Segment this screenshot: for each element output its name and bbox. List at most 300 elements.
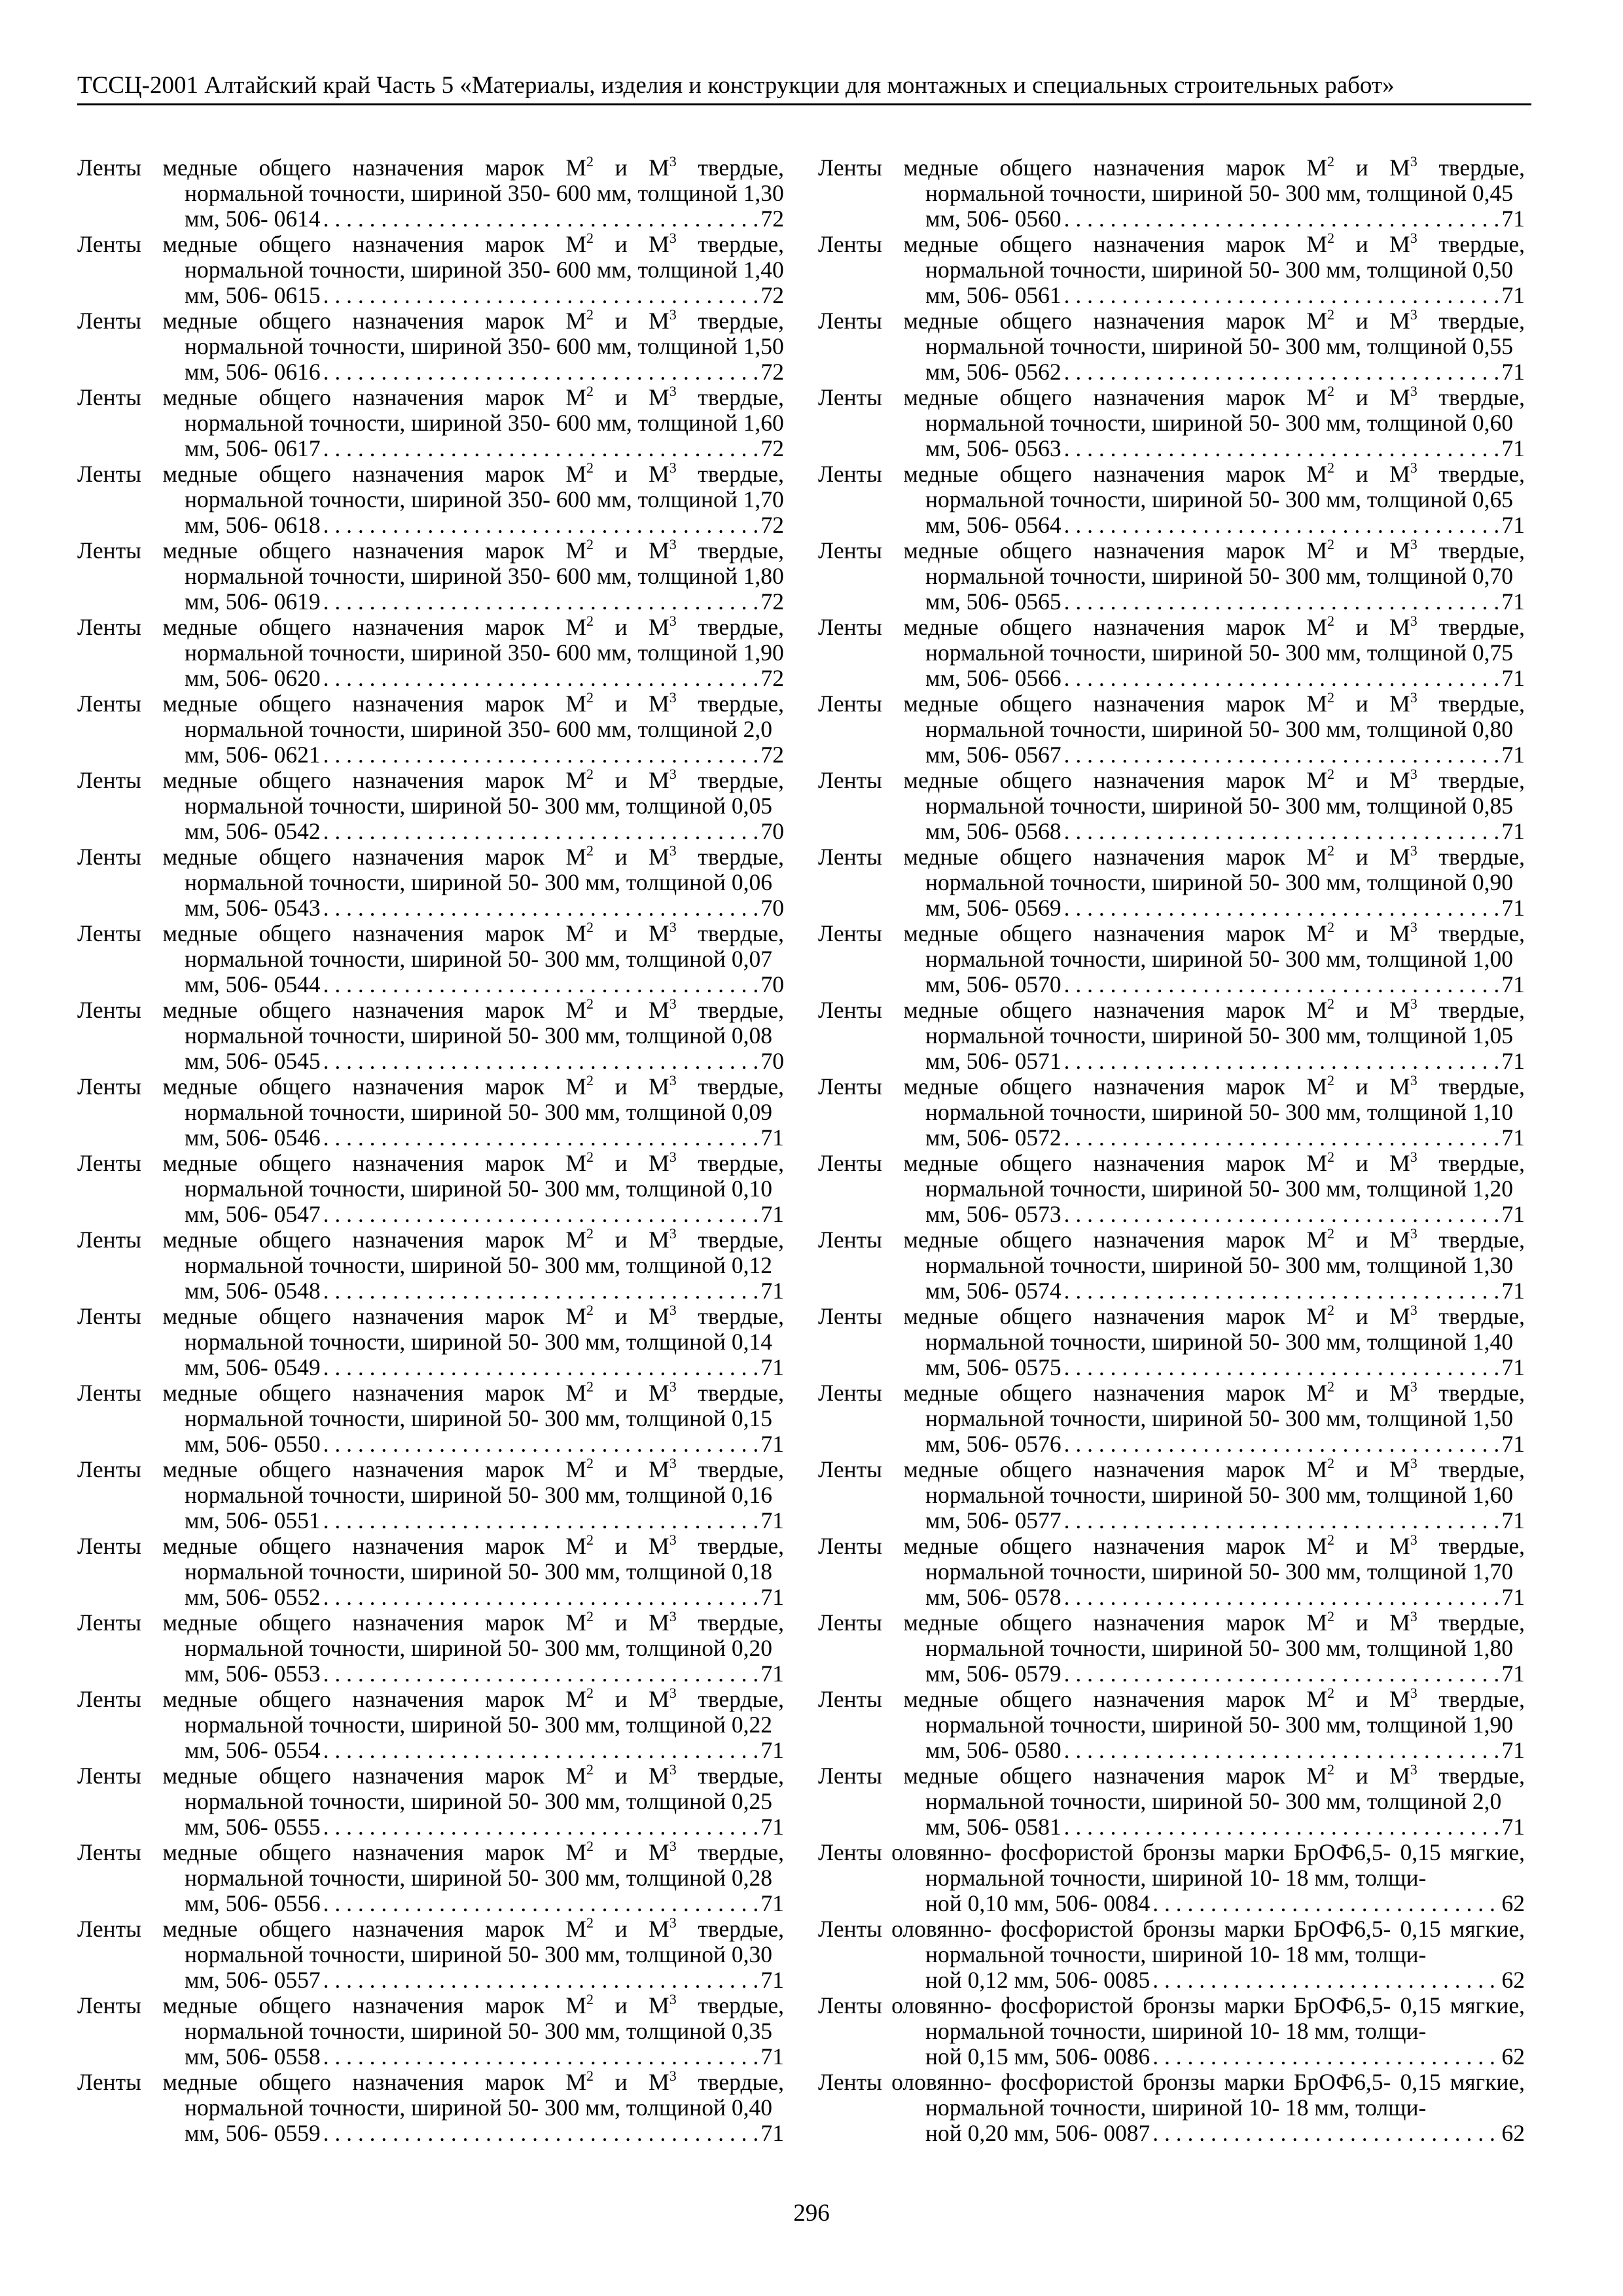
index-entry	[77, 615, 784, 691]
grade-superscript: 2	[1327, 1685, 1334, 1701]
entry-text: Ленты медные общего назначения марок М	[818, 920, 1327, 946]
entry-code: мм, 506- 0618	[185, 512, 321, 538]
entry-leader-line	[185, 1278, 784, 1304]
dot-leader	[323, 742, 758, 768]
dot-leader	[323, 1049, 758, 1074]
grade-superscript: 3	[1410, 1225, 1418, 1242]
entry-text: твердые, нормальной точности, шириной 50- 300 мм, толщиной 0,50	[925, 231, 1525, 283]
entry-text: твердые, нормальной точности, шириной 50- 300 мм, толщиной 0,05	[185, 767, 784, 819]
grade-superscript: 3	[669, 689, 677, 706]
entry-code: мм, 506- 0615	[185, 282, 321, 308]
entry-code: мм, 506- 0573	[925, 1201, 1061, 1227]
grade-superscript: 3	[669, 996, 677, 1012]
entry-leader-line	[925, 972, 1525, 997]
entry-leader-line	[185, 819, 784, 844]
index-entry	[818, 844, 1525, 921]
entry-text: Ленты медные общего назначения марок М	[77, 461, 586, 487]
entry-code: мм, 506- 0549	[185, 1354, 321, 1380]
entry-leader-line	[925, 742, 1525, 768]
index-entry	[77, 1840, 784, 1916]
entry-leader-line	[925, 1049, 1525, 1074]
grade-superscript: 3	[669, 1532, 677, 1548]
grade-superscript: 3	[669, 842, 677, 859]
grade-superscript: 2	[1327, 1225, 1334, 1242]
entry-text: и М	[1334, 767, 1410, 793]
entry-page-ref: 71	[1501, 818, 1525, 844]
grade-superscript: 3	[1410, 842, 1418, 859]
entry-leader-line	[925, 2121, 1525, 2146]
entry-text: твердые, нормальной точности, шириной 50- 300 мм, толщиной 0,22	[185, 1686, 784, 1738]
entry-page-ref: 71	[760, 1890, 784, 1916]
entry-text: Ленты медные общего назначения марок М	[818, 614, 1327, 640]
dot-leader	[323, 666, 758, 691]
grade-superscript: 2	[586, 842, 594, 859]
entry-text: твердые, нормальной точности, шириной 50- 300 мм, толщиной 0,07	[185, 920, 784, 972]
index-entry	[77, 1534, 784, 1610]
entry-page-ref: 71	[1501, 359, 1525, 385]
dot-leader	[323, 1508, 758, 1534]
grade-superscript: 2	[586, 306, 594, 323]
entry-leader-line	[185, 2121, 784, 2146]
entry-text: Ленты медные общего назначения марок М	[77, 1073, 586, 1100]
index-entry	[77, 155, 784, 232]
entry-page-ref: 62	[1501, 1967, 1525, 1993]
index-entry	[818, 155, 1525, 232]
entry-text: и М	[1334, 1073, 1410, 1100]
entry-page-ref: 72	[760, 512, 784, 538]
entry-page-ref: 71	[760, 1201, 784, 1227]
index-entry	[77, 1304, 784, 1380]
entry-leader-line	[185, 206, 784, 232]
entry-text: твердые, нормальной точности, шириной 50- 300 мм, толщиной 0,65	[925, 461, 1525, 512]
entry-leader-line	[185, 1661, 784, 1687]
entry-text: и М	[594, 461, 669, 487]
dot-leader	[1152, 1891, 1499, 1916]
entry-text: твердые, нормальной точности, шириной 50- 300 мм, толщиной 1,00	[925, 920, 1525, 972]
entry-code: мм, 506- 0568	[925, 818, 1061, 844]
entry-text: твердые, нормальной точности, шириной 50- 300 мм, толщиной 0,30	[185, 1916, 784, 1967]
entry-text: твердые, нормальной точности, шириной 50- 300 мм, толщиной 1,70	[925, 1533, 1525, 1585]
entry-leader-line	[185, 1814, 784, 1840]
entry-page-ref: 71	[760, 1431, 784, 1457]
entry-leader-line	[925, 895, 1525, 921]
grade-superscript: 2	[586, 1761, 594, 1778]
entry-text: Ленты медные общего назначения марок М	[77, 691, 586, 717]
entry-code: ной 0,12 мм, 506- 0085	[925, 1967, 1150, 1993]
entry-text: твердые, нормальной точности, шириной 350- 600 мм, толщиной 1,30	[185, 154, 784, 206]
entry-code: мм, 506- 0579	[925, 1660, 1061, 1687]
dot-leader	[323, 436, 758, 461]
dot-leader	[323, 1738, 758, 1763]
dot-leader	[1064, 1355, 1499, 1380]
entry-text: твердые, нормальной точности, шириной 50- 300 мм, толщиной 1,50	[925, 1380, 1525, 1431]
entry-text: Ленты медные общего назначения марок М	[818, 154, 1327, 181]
entry-code: мм, 506- 0614	[185, 206, 321, 232]
entry-leader-line	[185, 742, 784, 768]
grade-superscript: 2	[586, 153, 594, 170]
entry-text: Ленты медные общего назначения марок М	[818, 1763, 1327, 1789]
entry-page-ref: 72	[760, 435, 784, 461]
entry-text: твердые, нормальной точности, шириной 50- 300 мм, толщиной 0,60	[925, 384, 1525, 436]
entry-text: и М	[1334, 920, 1410, 946]
entry-text: твердые, нормальной точности, шириной 50- 300 мм, толщиной 0,75	[925, 614, 1525, 666]
grade-superscript: 2	[1327, 1608, 1334, 1624]
dot-leader	[1064, 895, 1499, 921]
dot-leader	[323, 283, 758, 308]
grade-superscript: 2	[586, 689, 594, 706]
entry-leader-line	[925, 666, 1525, 691]
entry-leader-line	[925, 1355, 1525, 1380]
grade-superscript: 2	[586, 613, 594, 629]
grade-superscript: 2	[586, 230, 594, 246]
grade-superscript: 3	[1410, 1455, 1418, 1471]
entry-text: и М	[594, 537, 669, 564]
index-entry	[77, 1993, 784, 2070]
grade-superscript: 2	[586, 766, 594, 782]
grade-superscript: 2	[1327, 383, 1334, 399]
dot-leader	[1064, 1508, 1499, 1534]
dot-leader	[1064, 1585, 1499, 1610]
entry-page-ref: 72	[760, 359, 784, 385]
dot-leader	[323, 2044, 758, 2070]
entry-text: Ленты медные общего назначения марок М	[77, 1150, 586, 1176]
index-entry	[77, 385, 784, 461]
grade-superscript: 2	[1327, 536, 1334, 552]
index-entry	[77, 921, 784, 997]
entry-leader-line	[185, 895, 784, 921]
entry-code: мм, 506- 0578	[925, 1584, 1061, 1610]
entry-leader-line	[925, 1125, 1525, 1151]
index-entry	[818, 615, 1525, 691]
entry-code: мм, 506- 0543	[185, 895, 321, 921]
index-entry	[77, 1074, 784, 1151]
grade-superscript: 3	[1410, 766, 1418, 782]
entry-text: и М	[1334, 1456, 1410, 1482]
grade-superscript: 3	[669, 766, 677, 782]
index-entry	[818, 1534, 1525, 1610]
entry-text: и М	[1334, 844, 1410, 870]
entry-text: Ленты медные общего назначения марок М	[77, 920, 586, 946]
grade-superscript: 2	[586, 1378, 594, 1395]
entry-code: мм, 506- 0552	[185, 1584, 321, 1610]
dot-leader	[1064, 1738, 1499, 1763]
entry-text: твердые, нормальной точности, шириной 50- 300 мм, толщиной 1,90	[925, 1686, 1525, 1738]
entry-page-ref: 71	[760, 2043, 784, 2070]
grade-superscript: 2	[586, 383, 594, 399]
entry-leader-line	[925, 1738, 1525, 1763]
entry-text: Ленты медные общего назначения марок М	[77, 1686, 586, 1712]
entry-leader-line	[185, 1967, 784, 1993]
entry-code: мм, 506- 0572	[925, 1124, 1061, 1151]
dot-leader	[323, 1278, 758, 1304]
dot-leader	[323, 1814, 758, 1840]
dot-leader	[1064, 819, 1499, 844]
dot-leader	[1064, 1049, 1499, 1074]
index-entry	[818, 1151, 1525, 1227]
entry-text: Ленты медные общего назначения марок М	[77, 1227, 586, 1253]
dot-leader	[1064, 666, 1499, 691]
index-entry	[77, 997, 784, 1074]
dot-leader	[323, 1967, 758, 1993]
entry-leader-line	[185, 1508, 784, 1534]
grade-superscript: 3	[669, 153, 677, 170]
entry-text: и М	[594, 920, 669, 946]
entry-text: Ленты медные общего назначения марок М	[77, 384, 586, 410]
index-entry	[77, 461, 784, 538]
entry-leader-line	[925, 1967, 1525, 1993]
grade-superscript: 3	[1410, 613, 1418, 629]
entry-text: и М	[1334, 231, 1410, 257]
dot-leader	[323, 359, 758, 385]
entry-text: и М	[1334, 537, 1410, 564]
dot-leader	[1064, 1125, 1499, 1151]
grade-superscript: 2	[1327, 230, 1334, 246]
entry-text: и М	[1334, 1686, 1410, 1712]
entry-text: и М	[594, 1303, 669, 1329]
entry-text: и М	[1334, 1303, 1410, 1329]
index-entry	[77, 1151, 784, 1227]
entry-page-ref: 62	[1501, 1890, 1525, 1916]
entry-page-ref: 71	[1501, 282, 1525, 308]
dot-leader	[323, 972, 758, 997]
dot-leader	[1064, 283, 1499, 308]
entry-code: мм, 506- 0560	[925, 206, 1061, 232]
entry-page-ref: 71	[1501, 512, 1525, 538]
dot-leader	[1064, 1814, 1499, 1840]
index-entry	[818, 1687, 1525, 1763]
entry-text: и М	[594, 1839, 669, 1865]
entry-leader-line	[925, 819, 1525, 844]
entry-leader-line	[185, 1891, 784, 1916]
entry-text: и М	[594, 231, 669, 257]
entry-code: мм, 506- 0553	[185, 1660, 321, 1687]
grade-superscript: 3	[669, 2068, 677, 2084]
dot-leader	[323, 1202, 758, 1227]
index-entry	[77, 691, 784, 768]
entry-text: Ленты медные общего назначения марок М	[818, 231, 1327, 257]
index-entry	[818, 2070, 1525, 2146]
index-entry	[77, 1457, 784, 1534]
entry-code: мм, 506- 0545	[185, 1048, 321, 1074]
entry-code: ной 0,20 мм, 506- 0087	[925, 2120, 1150, 2146]
entry-page-ref: 72	[760, 206, 784, 232]
entry-text: твердые, нормальной точности, шириной 50- 300 мм, толщиной 0,85	[925, 767, 1525, 819]
entry-text: Ленты медные общего назначения марок М	[77, 1763, 586, 1789]
entry-leader-line	[185, 666, 784, 691]
entry-text: Ленты медные общего назначения марок М	[818, 1303, 1327, 1329]
entry-text: твердые, нормальной точности, шириной 50- 300 мм, толщиной 1,30	[925, 1227, 1525, 1278]
running-header: ТССЦ-2001 Алтайский край Часть 5 «Материалы, изделия и конструкции для монтажных и специальных строительных работ»	[77, 71, 1531, 105]
entry-text: твердые, нормальной точности, шириной 50- 300 мм, толщиной 1,05	[925, 997, 1525, 1049]
index-entry	[77, 538, 784, 615]
entry-page-ref: 71	[1501, 1660, 1525, 1687]
page-number: 296	[793, 2200, 830, 2227]
entry-text: Ленты оловянно- фосфористой бронзы марки БрОФ6,5- 0,15 мягкие, нормальной точности, шириной 10- 18 мм, толщи-	[818, 1916, 1525, 1967]
entry-leader-line	[185, 1355, 784, 1380]
entry-text: и М	[1334, 1227, 1410, 1253]
entry-text: Ленты медные общего назначения марок М	[818, 767, 1327, 793]
grade-superscript: 3	[1410, 1149, 1418, 1165]
grade-superscript: 3	[669, 1225, 677, 1242]
entry-text: и М	[594, 308, 669, 334]
entry-text: Ленты медные общего назначения марок М	[818, 1609, 1327, 1636]
entry-text: Ленты медные общего назначения марок М	[818, 461, 1327, 487]
entry-code: мм, 506- 0621	[185, 742, 321, 768]
grade-superscript: 2	[586, 1685, 594, 1701]
index-entry	[77, 1227, 784, 1304]
grade-superscript: 3	[1410, 1302, 1418, 1318]
grade-superscript: 3	[669, 459, 677, 476]
entry-leader-line	[925, 2044, 1525, 2070]
dot-leader	[1064, 742, 1499, 768]
entry-code: мм, 506- 0546	[185, 1124, 321, 1151]
grade-superscript: 3	[1410, 230, 1418, 246]
dot-leader	[1152, 1967, 1499, 1993]
entry-text: твердые, нормальной точности, шириной 350- 600 мм, толщиной 1,60	[185, 384, 784, 436]
grade-superscript: 3	[1410, 536, 1418, 552]
entry-code: мм, 506- 0550	[185, 1431, 321, 1457]
grade-superscript: 3	[1410, 383, 1418, 399]
index-entry	[818, 1916, 1525, 1993]
entry-text: Ленты медные общего назначения марок М	[77, 1533, 586, 1559]
entry-code: мм, 506- 0562	[925, 359, 1061, 385]
entry-text: твердые, нормальной точности, шириной 50- 300 мм, толщиной 0,18	[185, 1533, 784, 1585]
entry-text: Ленты медные общего назначения марок М	[77, 154, 586, 181]
dot-leader	[323, 206, 758, 232]
entry-text: Ленты медные общего назначения марок М	[77, 1992, 586, 2018]
entry-page-ref: 71	[1501, 665, 1525, 691]
entry-page-ref: 71	[760, 1278, 784, 1304]
grade-superscript: 2	[586, 1072, 594, 1088]
entry-code: ной 0,10 мм, 506- 0084	[925, 1890, 1150, 1916]
entry-text: Ленты медные общего назначения марок М	[818, 384, 1327, 410]
entry-text: твердые, нормальной точности, шириной 50- 300 мм, толщиной 0,12	[185, 1227, 784, 1278]
index-entry	[818, 1074, 1525, 1151]
entry-text: твердые, нормальной точности, шириной 50- 300 мм, толщиной 1,80	[925, 1609, 1525, 1661]
entry-leader-line	[925, 436, 1525, 461]
entry-page-ref: 71	[1501, 435, 1525, 461]
dot-leader	[323, 1585, 758, 1610]
entry-text: твердые, нормальной точности, шириной 50- 300 мм, толщиной 0,35	[185, 1992, 784, 2044]
index-entry	[818, 997, 1525, 1074]
entry-page-ref: 72	[760, 742, 784, 768]
entry-text: и М	[594, 384, 669, 410]
entry-text: Ленты медные общего назначения марок М	[818, 1073, 1327, 1100]
entry-page-ref: 71	[760, 1967, 784, 1993]
entry-code: мм, 506- 0544	[185, 971, 321, 997]
entry-leader-line	[925, 1202, 1525, 1227]
entry-text: и М	[1334, 997, 1410, 1023]
entry-text: твердые, нормальной точности, шириной 50- 300 мм, толщиной 0,70	[925, 537, 1525, 589]
grade-superscript: 3	[669, 1838, 677, 1854]
grade-superscript: 3	[1410, 1532, 1418, 1548]
grade-superscript: 3	[669, 1914, 677, 1931]
index-entry	[818, 308, 1525, 385]
grade-superscript: 2	[1327, 919, 1334, 935]
dot-leader	[1152, 2121, 1499, 2146]
entry-text: твердые, нормальной точности, шириной 50- 300 мм, толщиной 0,09	[185, 1073, 784, 1125]
entry-text: твердые, нормальной точности, шириной 350- 600 мм, толщиной 1,90	[185, 614, 784, 666]
grade-superscript: 3	[1410, 996, 1418, 1012]
entry-page-ref: 71	[1501, 1354, 1525, 1380]
entry-leader-line	[925, 1508, 1525, 1534]
dot-leader	[1064, 359, 1499, 385]
entry-code: мм, 506- 0571	[925, 1048, 1061, 1074]
grade-superscript: 2	[586, 1532, 594, 1548]
entry-text: твердые, нормальной точности, шириной 50- 300 мм, толщиной 0,16	[185, 1456, 784, 1508]
entry-leader-line	[185, 1125, 784, 1151]
entry-text: твердые, нормальной точности, шириной 50- 300 мм, толщиной 0,10	[185, 1150, 784, 1202]
entry-code: мм, 506- 0574	[925, 1278, 1061, 1304]
index-entry	[818, 1380, 1525, 1457]
grade-superscript: 3	[669, 919, 677, 935]
grade-superscript: 2	[1327, 153, 1334, 170]
index-entry	[818, 232, 1525, 308]
index-entry	[818, 1993, 1525, 2070]
index-entry	[818, 691, 1525, 768]
entry-text: и М	[1334, 1150, 1410, 1176]
entry-code: мм, 506- 0557	[185, 1967, 321, 1993]
grade-superscript: 2	[1327, 1761, 1334, 1778]
entry-leader-line	[185, 436, 784, 461]
index-entry	[818, 1227, 1525, 1304]
entry-text: и М	[594, 844, 669, 870]
entry-code: мм, 506- 0564	[925, 512, 1061, 538]
entry-code: мм, 506- 0581	[925, 1814, 1061, 1840]
dot-leader	[1064, 512, 1499, 538]
entry-text: Ленты медные общего назначения марок М	[77, 1839, 586, 1865]
grade-superscript: 2	[586, 996, 594, 1012]
grade-superscript: 2	[586, 459, 594, 476]
entry-text: и М	[1334, 1609, 1410, 1636]
entry-page-ref: 72	[760, 282, 784, 308]
entry-text: Ленты медные общего назначения марок М	[77, 1609, 586, 1636]
entry-code: мм, 506- 0565	[925, 588, 1061, 615]
entry-text: твердые, нормальной точности, шириной 50- 300 мм, толщиной 1,10	[925, 1073, 1525, 1125]
entry-page-ref: 71	[1501, 971, 1525, 997]
dot-leader	[323, 1891, 758, 1916]
entry-text: Ленты медные общего назначения марок М	[818, 1456, 1327, 1482]
index-entry	[77, 1916, 784, 1993]
dot-leader	[1064, 206, 1499, 232]
grade-superscript: 2	[1327, 613, 1334, 629]
entry-code: мм, 506- 0617	[185, 435, 321, 461]
entry-page-ref: 71	[760, 1737, 784, 1763]
grade-superscript: 2	[586, 1149, 594, 1165]
entry-text: и М	[594, 767, 669, 793]
entry-text: Ленты медные общего назначения марок М	[77, 1916, 586, 1942]
entry-page-ref: 71	[1501, 895, 1525, 921]
dot-leader	[323, 2121, 758, 2146]
grade-superscript: 2	[1327, 1378, 1334, 1395]
entry-text: и М	[1334, 461, 1410, 487]
entry-text: Ленты медные общего назначения марок М	[77, 537, 586, 564]
entry-text: твердые, нормальной точности, шириной 50- 300 мм, толщиной 0,28	[185, 1839, 784, 1891]
entry-text: и М	[594, 1150, 669, 1176]
entry-page-ref: 70	[760, 971, 784, 997]
entry-text: и М	[594, 1533, 669, 1559]
grade-superscript: 3	[1410, 1378, 1418, 1395]
entry-text: и М	[594, 691, 669, 717]
dot-leader	[1064, 972, 1499, 997]
entry-page-ref: 71	[760, 1814, 784, 1840]
entry-leader-line	[185, 1049, 784, 1074]
entry-text: твердые, нормальной точности, шириной 50- 300 мм, толщиной 0,80	[925, 691, 1525, 742]
entry-text: Ленты медные общего назначения марок М	[818, 691, 1327, 717]
entry-text: Ленты медные общего назначения марок М	[77, 308, 586, 334]
dot-leader	[323, 1125, 758, 1151]
grade-superscript: 3	[669, 1072, 677, 1088]
